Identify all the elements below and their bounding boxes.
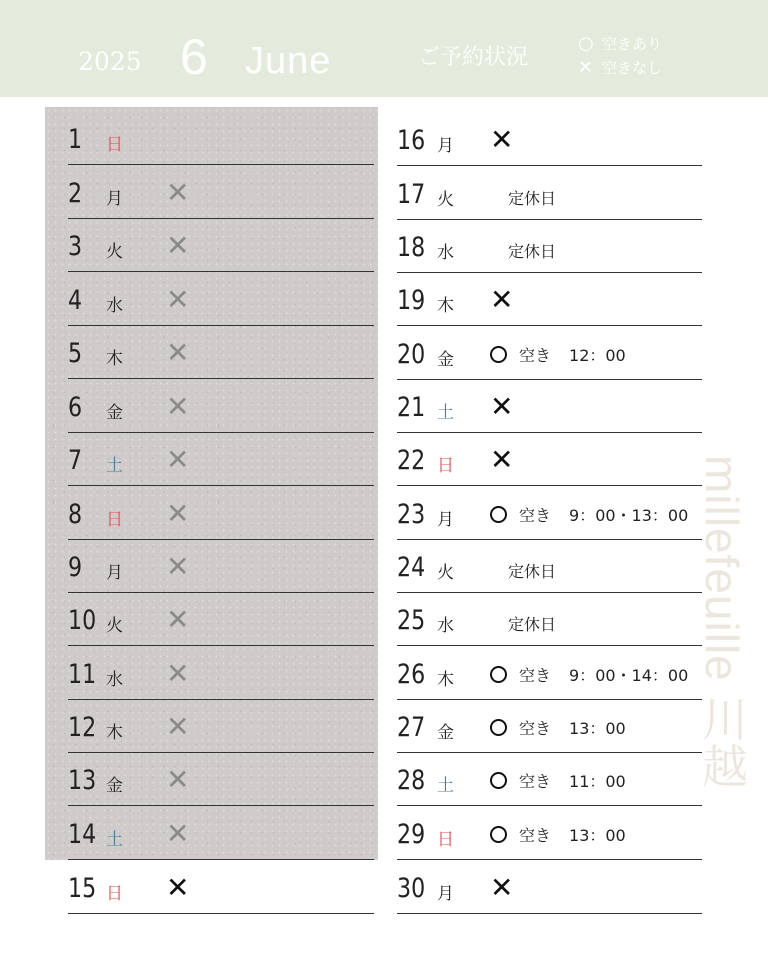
day-number: 20 bbox=[397, 339, 426, 370]
availability bbox=[490, 716, 626, 739]
day-row bbox=[397, 380, 702, 433]
day-row bbox=[68, 112, 374, 165]
day-of-week: 金 bbox=[106, 776, 123, 796]
available-times: 12：00 bbox=[569, 346, 626, 365]
day-row bbox=[68, 593, 374, 646]
day-number: 27 bbox=[397, 712, 426, 743]
holiday-label: 定休日 bbox=[508, 189, 557, 208]
day-of-week: 火 bbox=[437, 563, 454, 583]
day-number: 5 bbox=[68, 338, 83, 369]
circle-icon bbox=[490, 666, 507, 683]
day-of-week: 木 bbox=[437, 670, 454, 690]
available-label: 空き bbox=[519, 666, 552, 685]
day-number: 7 bbox=[68, 445, 83, 476]
day-number: 24 bbox=[397, 552, 426, 583]
day-of-week: 木 bbox=[106, 723, 123, 743]
day-number: 9 bbox=[68, 552, 83, 583]
day-of-week: 木 bbox=[106, 349, 123, 369]
day-row bbox=[397, 700, 702, 753]
availability bbox=[490, 503, 688, 526]
day-number: 29 bbox=[397, 819, 426, 850]
day-number: 13 bbox=[68, 765, 97, 796]
brand-watermark: millefeuille 川越 bbox=[696, 455, 748, 790]
availability bbox=[490, 343, 626, 366]
holiday-label: 定休日 bbox=[508, 562, 557, 581]
day-number: 22 bbox=[397, 445, 426, 476]
day-number: 12 bbox=[68, 712, 97, 743]
day-row bbox=[68, 166, 374, 219]
day-row bbox=[397, 113, 702, 166]
day-of-week: 日 bbox=[106, 510, 123, 530]
cross-icon: ✕ bbox=[166, 283, 190, 316]
cross-icon: ✕ bbox=[490, 443, 514, 476]
holiday-label: 定休日 bbox=[508, 242, 557, 261]
day-number: 26 bbox=[397, 659, 426, 690]
day-of-week: 水 bbox=[106, 670, 123, 690]
available-label: 空き bbox=[519, 506, 552, 525]
day-of-week: 月 bbox=[106, 189, 123, 209]
month-number: 6 bbox=[180, 29, 208, 85]
circle-icon bbox=[490, 772, 507, 789]
day-row bbox=[68, 753, 374, 806]
day-row bbox=[68, 807, 374, 860]
day-of-week: 水 bbox=[437, 243, 454, 263]
reservation-status-title: ご予約状況 bbox=[418, 45, 529, 70]
legend-full bbox=[578, 56, 662, 80]
day-row bbox=[68, 326, 374, 379]
day-of-week: 日 bbox=[106, 135, 123, 155]
day-of-week: 土 bbox=[437, 403, 454, 423]
day-row bbox=[397, 487, 702, 540]
day-number: 8 bbox=[68, 499, 83, 530]
day-number: 3 bbox=[68, 231, 83, 262]
day-row bbox=[397, 327, 702, 380]
day-number: 19 bbox=[397, 285, 426, 316]
day-row bbox=[397, 861, 702, 914]
cross-icon: ✕ bbox=[490, 283, 514, 316]
day-of-week: 土 bbox=[437, 776, 454, 796]
day-number: 17 bbox=[397, 179, 426, 210]
cross-icon: ✕ bbox=[166, 497, 190, 530]
day-of-week: 金 bbox=[437, 350, 454, 370]
day-of-week: 土 bbox=[106, 456, 123, 476]
available-times: 9：00・14：00 bbox=[569, 666, 689, 685]
month-name: June bbox=[245, 40, 332, 82]
day-of-week: 金 bbox=[437, 723, 454, 743]
year-label: 2025 bbox=[78, 47, 142, 76]
day-number: 18 bbox=[397, 232, 426, 263]
day-number: 21 bbox=[397, 392, 426, 423]
day-row bbox=[68, 647, 374, 700]
cross-icon: ✕ bbox=[578, 57, 594, 78]
day-of-week: 木 bbox=[437, 296, 454, 316]
day-number: 2 bbox=[68, 178, 83, 209]
day-of-week: 金 bbox=[106, 403, 123, 423]
cross-icon: ✕ bbox=[166, 550, 190, 583]
legend-full-label: 空きなし bbox=[602, 59, 663, 77]
day-row bbox=[397, 807, 702, 860]
day-number: 14 bbox=[68, 819, 97, 850]
day-number: 1 bbox=[68, 124, 83, 155]
day-number: 23 bbox=[397, 499, 426, 530]
available-label: 空き bbox=[519, 826, 552, 845]
day-of-week: 土 bbox=[106, 830, 123, 850]
day-row bbox=[397, 540, 702, 593]
day-row bbox=[397, 647, 702, 700]
circle-icon bbox=[490, 719, 507, 736]
legend-available bbox=[578, 32, 662, 56]
cross-icon: ✕ bbox=[490, 123, 514, 156]
available-times: 11：00 bbox=[569, 772, 626, 791]
day-row bbox=[68, 487, 374, 540]
day-of-week: 水 bbox=[106, 296, 123, 316]
availability bbox=[490, 663, 688, 686]
day-of-week: 日 bbox=[437, 830, 454, 850]
cross-icon: ✕ bbox=[166, 229, 190, 262]
availability bbox=[490, 769, 626, 792]
cross-icon: ✕ bbox=[166, 603, 190, 636]
day-number: 4 bbox=[68, 285, 83, 316]
availability bbox=[490, 823, 626, 846]
day-of-week: 月 bbox=[437, 510, 454, 530]
cross-icon: ✕ bbox=[166, 871, 190, 904]
day-of-week: 月 bbox=[106, 563, 123, 583]
cross-icon: ✕ bbox=[166, 710, 190, 743]
day-row bbox=[68, 273, 374, 326]
day-row bbox=[397, 593, 702, 646]
day-row bbox=[68, 700, 374, 753]
day-of-week: 火 bbox=[106, 242, 123, 262]
holiday-label: 定休日 bbox=[508, 615, 557, 634]
cross-icon: ✕ bbox=[490, 871, 514, 904]
circle-icon bbox=[490, 506, 507, 523]
cross-icon: ✕ bbox=[166, 763, 190, 796]
available-label: 空き bbox=[519, 346, 552, 365]
available-times: 13：00 bbox=[569, 826, 626, 845]
circle-icon bbox=[490, 826, 507, 843]
day-row bbox=[68, 540, 374, 593]
cross-icon: ✕ bbox=[166, 817, 190, 850]
day-number: 6 bbox=[68, 392, 83, 423]
day-row bbox=[68, 219, 374, 272]
day-row bbox=[68, 861, 374, 914]
day-of-week: 日 bbox=[437, 456, 454, 476]
day-row bbox=[397, 753, 702, 806]
day-of-week: 月 bbox=[437, 136, 454, 156]
cross-icon: ✕ bbox=[166, 657, 190, 690]
day-number: 30 bbox=[397, 873, 426, 904]
day-of-week: 水 bbox=[437, 616, 454, 636]
day-row bbox=[397, 433, 702, 486]
available-times: 9：00・13：00 bbox=[569, 506, 689, 525]
circle-icon bbox=[490, 346, 507, 363]
header-bar bbox=[0, 0, 768, 97]
day-number: 16 bbox=[397, 125, 426, 156]
day-row bbox=[397, 273, 702, 326]
available-times: 13：00 bbox=[569, 719, 626, 738]
day-of-week: 火 bbox=[437, 190, 454, 210]
available-label: 空き bbox=[519, 772, 552, 791]
day-row bbox=[68, 433, 374, 486]
cross-icon: ✕ bbox=[166, 176, 190, 209]
day-number: 28 bbox=[397, 765, 426, 796]
day-number: 15 bbox=[68, 873, 97, 904]
cross-icon: ✕ bbox=[166, 336, 190, 369]
day-of-week: 火 bbox=[106, 616, 123, 636]
day-number: 10 bbox=[68, 605, 97, 636]
day-row bbox=[68, 380, 374, 433]
day-number: 25 bbox=[397, 605, 426, 636]
available-label: 空き bbox=[519, 719, 552, 738]
day-row bbox=[397, 220, 702, 273]
cross-icon: ✕ bbox=[490, 390, 514, 423]
circle-icon: ○ bbox=[578, 33, 594, 54]
legend-available-label: 空きあり bbox=[602, 35, 663, 53]
day-of-week: 月 bbox=[437, 884, 454, 904]
cross-icon: ✕ bbox=[166, 390, 190, 423]
day-row bbox=[397, 167, 702, 220]
day-of-week: 日 bbox=[106, 884, 123, 904]
legend bbox=[578, 32, 662, 80]
day-number: 11 bbox=[68, 659, 97, 690]
cross-icon: ✕ bbox=[166, 443, 190, 476]
